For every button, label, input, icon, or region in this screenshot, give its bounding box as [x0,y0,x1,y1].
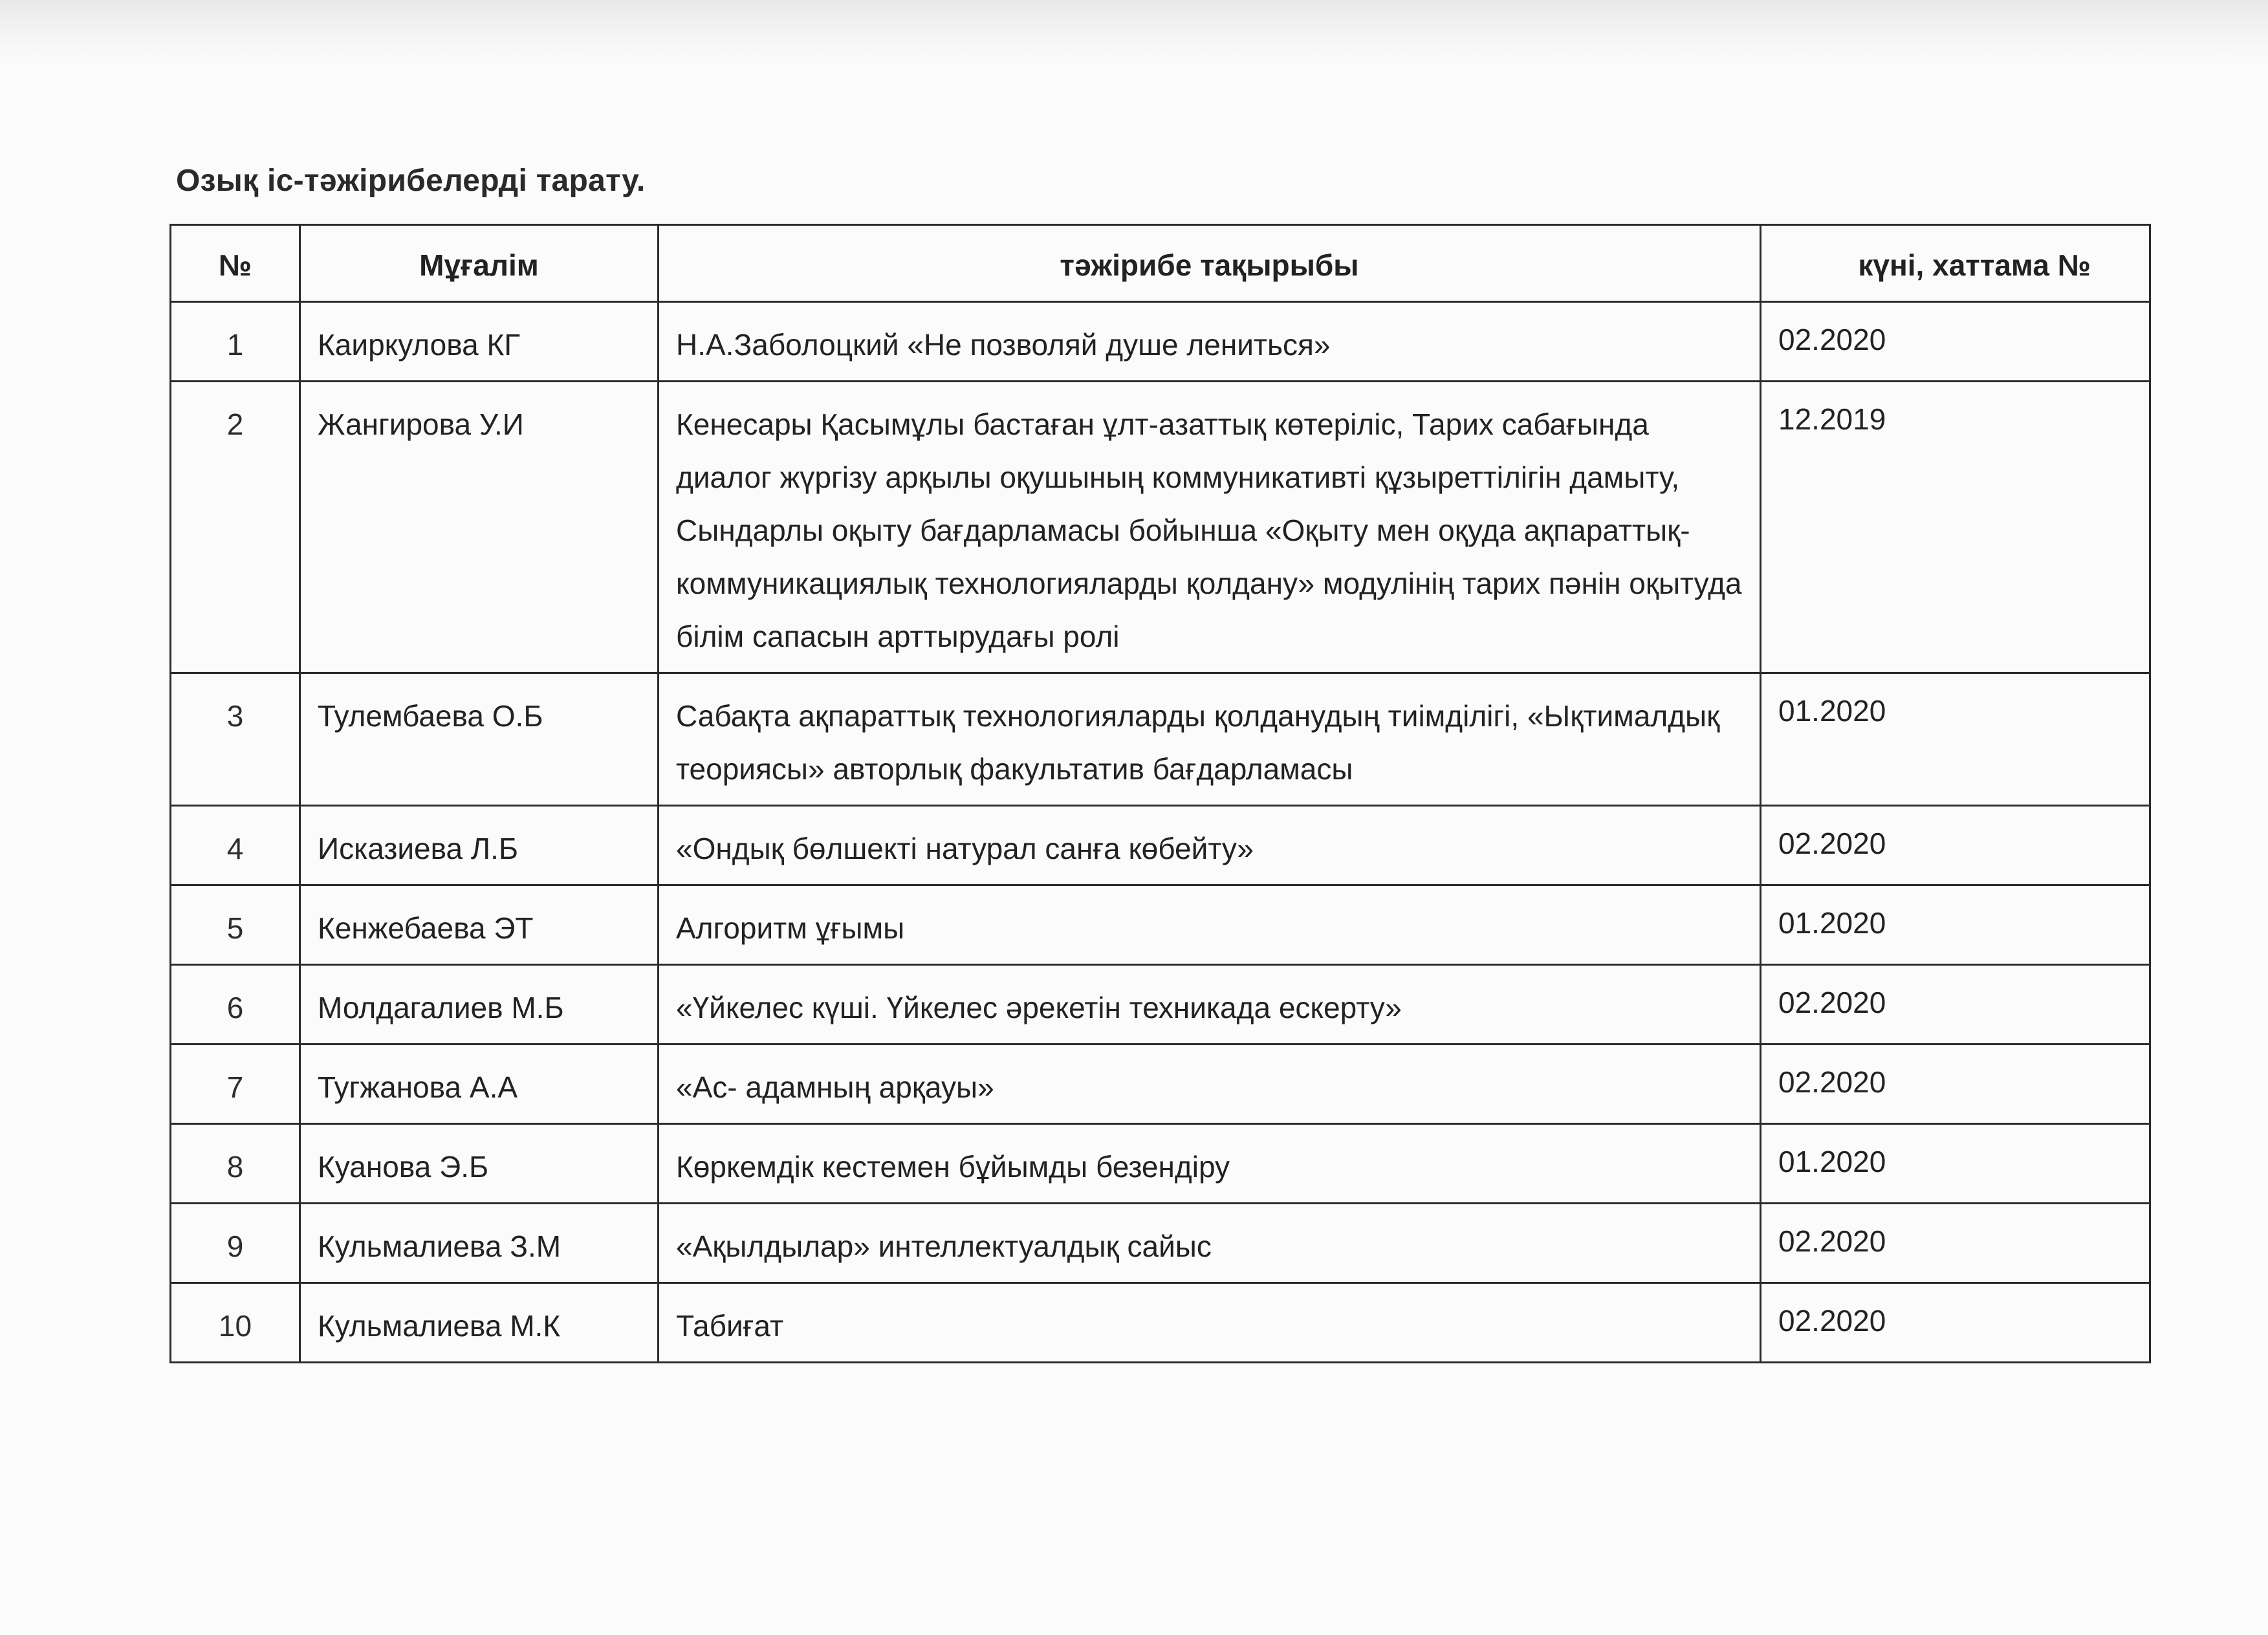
header-teacher: Мұғалім [300,225,659,302]
row-topic: Көркемдік кестемен бұйымды безендіру [659,1124,1761,1204]
table-row [171,965,2150,1045]
table-body [171,302,2150,1363]
row-number: 1 [171,302,300,382]
row-number: 6 [171,965,300,1045]
row-date: 01.2020 [1761,885,2150,965]
table-row [171,302,2150,382]
row-number: 8 [171,1124,300,1204]
row-teacher: Жангирова У.И [300,382,659,673]
row-teacher: Кенжебаева ЭТ [300,885,659,965]
row-date: 02.2020 [1761,302,2150,382]
header-date: күні, хаттама № [1761,225,2150,302]
table-row [171,673,2150,806]
row-teacher: Исказиева Л.Б [300,806,659,885]
row-teacher: Тугжанова А.А [300,1045,659,1124]
table-row [171,806,2150,885]
table-row [171,885,2150,965]
row-teacher: Кульмалиева З.М [300,1204,659,1283]
row-topic: «Ас- адамның арқауы» [659,1045,1761,1124]
row-topic: Алгоритм ұғымы [659,885,1761,965]
page-title: Озық іс-тәжірибелерді тарату. [176,164,646,198]
header-number: № [171,225,300,302]
row-teacher: Куанова Э.Б [300,1124,659,1204]
row-number: 10 [171,1283,300,1363]
row-topic: Сабақта ақпараттық технологияларды қолданудың тиімділігі, «Ықтималдық теориясы» авторлық факультатив бағдарламасы [659,673,1761,806]
row-number: 3 [171,673,300,806]
row-number: 2 [171,382,300,673]
row-topic: «Ондық бөлшекті натурал санға көбейту» [659,806,1761,885]
header-row [171,225,2150,302]
row-teacher: Кульмалиева М.К [300,1283,659,1363]
row-teacher: Тулембаева О.Б [300,673,659,806]
row-date: 02.2020 [1761,1045,2150,1124]
row-date: 12.2019 [1761,382,2150,673]
row-date: 02.2020 [1761,806,2150,885]
header-topic: тәжірибе тақырыбы [659,225,1761,302]
row-teacher: Каиркулова КГ [300,302,659,382]
row-date: 01.2020 [1761,1124,2150,1204]
row-number: 4 [171,806,300,885]
row-topic: «Үйкелес күші. Үйкелес әрекетін техникада ескерту» [659,965,1761,1045]
row-date: 02.2020 [1761,965,2150,1045]
row-topic: Кенесары Қасымұлы бастаған ұлт-азаттық көтеріліс, Тарих сабағында диалог жүргізу арқылы оқушының коммуникативті құзыреттілігін дамыту, Сындарлы оқыту бағдарламасы бойынша «Оқыту мен оқуда ақпараттық-коммуникациялық технологияларды қолдану» модулінің тарих пәнін оқытуда білім сапасын арттырудағы ролі [659,382,1761,673]
table-row [171,1045,2150,1124]
row-number: 9 [171,1204,300,1283]
table-row [171,1124,2150,1204]
row-topic: «Ақылдылар» интеллектуалдық сайыс [659,1204,1761,1283]
table-row [171,1204,2150,1283]
row-date: 01.2020 [1761,673,2150,806]
row-teacher: Молдагалиев М.Б [300,965,659,1045]
table-row [171,382,2150,673]
table-row [171,1283,2150,1363]
table-header [171,225,2150,302]
row-number: 7 [171,1045,300,1124]
practice-table [169,224,2151,1363]
row-date: 02.2020 [1761,1204,2150,1283]
row-topic: Табиғат [659,1283,1761,1363]
row-topic: Н.А.Заболоцкий «Не позволяй душе лениться» [659,302,1761,382]
row-number: 5 [171,885,300,965]
scan-top-edge [0,0,2268,62]
row-date: 02.2020 [1761,1283,2150,1363]
